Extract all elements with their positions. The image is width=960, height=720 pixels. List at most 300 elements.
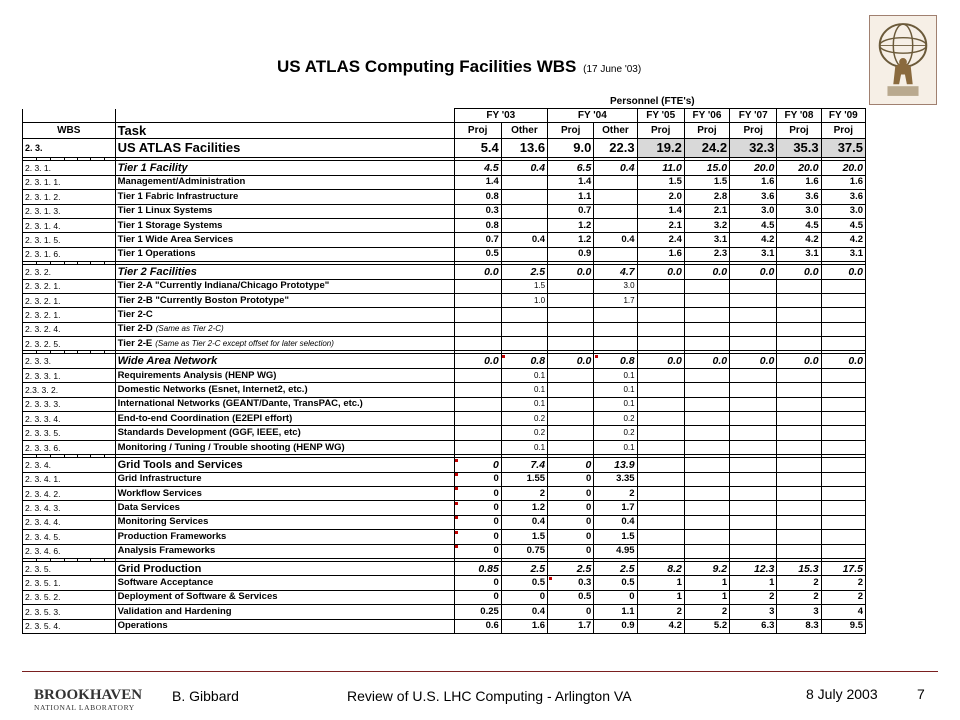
value-cell <box>777 501 821 515</box>
wbs-code: 2. 3. 1. 6. <box>23 247 116 261</box>
col-header: Other <box>594 123 637 139</box>
col-header: Proj <box>730 123 777 139</box>
value-cell <box>548 368 594 382</box>
value-cell <box>821 515 865 529</box>
value-cell: 0 <box>548 501 594 515</box>
value-cell <box>548 397 594 411</box>
value-cell: 15.0 <box>684 161 729 175</box>
comment-marker <box>455 531 458 534</box>
task-name <box>115 204 454 218</box>
task-name <box>115 561 454 575</box>
year-fy05: FY '05 <box>637 109 684 123</box>
value-cell: 0.1 <box>501 368 547 382</box>
value-cell: 0.5 <box>594 576 637 590</box>
value-cell: 2 <box>637 605 684 619</box>
task-name <box>115 605 454 619</box>
task-label: Analysis Frameworks <box>117 545 216 557</box>
footer-author: B. Gibbard <box>172 688 239 704</box>
value-cell: 1.2 <box>501 501 547 515</box>
task-name <box>115 322 454 336</box>
wbs-code: 2. 3. 2. 1. <box>23 293 116 307</box>
value-cell <box>501 337 547 351</box>
task-name <box>115 247 454 261</box>
value-cell: 2.5 <box>594 561 637 575</box>
value-cell <box>821 337 865 351</box>
value-cell: 3.2 <box>684 218 729 232</box>
wbs-code: 2. 3. 5. <box>23 561 116 575</box>
task-header: Task <box>115 123 454 139</box>
value-cell: 0.2 <box>501 412 547 426</box>
task-name <box>115 293 454 307</box>
year-header-row <box>23 109 866 123</box>
task-row <box>23 175 866 189</box>
value-cell <box>821 458 865 472</box>
title-date: (17 June '03) <box>583 64 642 75</box>
value-cell: 0 <box>454 590 501 604</box>
value-cell: 0 <box>454 530 501 544</box>
value-cell: 1.1 <box>548 190 594 204</box>
task-label: Tier 2-E <box>117 337 153 349</box>
comment-marker <box>502 355 505 358</box>
wbs-code: 2. 3. 5. 3. <box>23 605 116 619</box>
task-row <box>23 486 866 500</box>
year-fy07: FY '07 <box>730 109 777 123</box>
task-name <box>115 368 454 382</box>
task-name <box>115 501 454 515</box>
value-cell: 3 <box>777 605 821 619</box>
logo-sub: NATIONAL LABORATORY <box>34 703 135 712</box>
value-cell: 0.0 <box>637 265 684 279</box>
value-cell: 0.2 <box>594 426 637 440</box>
value-cell: 0.8 <box>501 354 547 368</box>
wbs-code: 2. 3. 2. 1. <box>23 308 116 322</box>
value-cell: 22.3 <box>594 139 637 158</box>
value-cell: 8.3 <box>777 619 821 633</box>
value-cell <box>637 383 684 397</box>
value-cell: 3.35 <box>594 472 637 486</box>
value-cell: 2 <box>730 590 777 604</box>
value-cell <box>777 458 821 472</box>
value-cell: 3.1 <box>684 233 729 247</box>
footer-rule <box>22 671 938 672</box>
value-cell: 0.4 <box>594 515 637 529</box>
value-cell <box>730 440 777 454</box>
task-label: Grid Tools and Services <box>117 458 243 471</box>
value-cell: 2.8 <box>684 190 729 204</box>
value-cell <box>594 337 637 351</box>
year-fy06: FY '06 <box>684 109 729 123</box>
task-name <box>115 440 454 454</box>
value-cell <box>777 544 821 558</box>
task-row <box>23 544 866 558</box>
section-row <box>23 354 866 368</box>
wbs-code: 2. 3. 2. <box>23 265 116 279</box>
task-row <box>23 576 866 590</box>
value-cell: 6.5 <box>548 161 594 175</box>
value-cell: 1.5 <box>501 279 547 293</box>
value-cell: 8.2 <box>637 561 684 575</box>
value-cell <box>454 368 501 382</box>
value-cell: 0.0 <box>454 354 501 368</box>
value-cell <box>777 530 821 544</box>
value-cell: 1.5 <box>684 175 729 189</box>
value-cell <box>777 397 821 411</box>
value-cell: 0.2 <box>501 426 547 440</box>
value-cell: 0 <box>454 544 501 558</box>
value-cell <box>777 308 821 322</box>
task-label: Validation and Hardening <box>117 605 232 617</box>
value-cell <box>684 293 729 307</box>
value-cell: 0.4 <box>501 161 547 175</box>
wbs-code: 2. 3. 2. 1. <box>23 279 116 293</box>
value-cell <box>501 322 547 336</box>
wbs-code: 2. 3. 4. 1. <box>23 472 116 486</box>
value-cell <box>594 190 637 204</box>
value-cell: 0 <box>594 590 637 604</box>
value-cell: 3.1 <box>821 247 865 261</box>
wbs-code: 2. 3. 5. 4. <box>23 619 116 633</box>
value-cell <box>821 397 865 411</box>
comment-marker <box>455 502 458 505</box>
value-cell <box>594 247 637 261</box>
task-row <box>23 397 866 411</box>
task-note: (Same as Tier 2-C except offset for later selection) <box>155 338 334 348</box>
value-cell: 1.6 <box>777 175 821 189</box>
value-cell: 0.8 <box>454 190 501 204</box>
value-cell <box>730 486 777 500</box>
value-cell: 2.5 <box>501 265 547 279</box>
value-cell: 2 <box>777 590 821 604</box>
value-cell: 1 <box>637 576 684 590</box>
value-cell <box>454 293 501 307</box>
value-cell <box>637 472 684 486</box>
year-fy03: FY '03 <box>454 109 548 123</box>
value-cell <box>684 279 729 293</box>
wbs-code: 2.3. 3. 2. <box>23 383 116 397</box>
task-label: Software Acceptance <box>117 577 214 589</box>
value-cell <box>730 412 777 426</box>
task-name <box>115 426 454 440</box>
value-cell: 32.3 <box>730 139 777 158</box>
task-row <box>23 530 866 544</box>
value-cell <box>821 426 865 440</box>
value-cell: 0 <box>548 530 594 544</box>
wbs-code: 2. 3. 5. 1. <box>23 576 116 590</box>
value-cell <box>777 368 821 382</box>
task-label: Tier 2 Facilities <box>117 265 197 278</box>
value-cell: 1.4 <box>548 175 594 189</box>
value-cell: 13.9 <box>594 458 637 472</box>
wbs-code: 2. 3. 4. 3. <box>23 501 116 515</box>
task-label: Requirements Analysis (HENP WG) <box>117 369 277 381</box>
wbs-code: 2. 3. 4. 2. <box>23 486 116 500</box>
value-cell: 1.6 <box>637 247 684 261</box>
wbs-code: 2. 3. 1. 1. <box>23 175 116 189</box>
task-label: Monitoring / Tuning / Trouble shooting (HENP WG) <box>117 441 345 453</box>
value-cell <box>594 204 637 218</box>
task-row <box>23 293 866 307</box>
value-cell: 0.4 <box>594 161 637 175</box>
value-cell: 5.2 <box>684 619 729 633</box>
value-cell: 3.0 <box>821 204 865 218</box>
value-cell <box>637 486 684 500</box>
value-cell <box>684 515 729 529</box>
value-cell: 0 <box>548 515 594 529</box>
value-cell <box>501 308 547 322</box>
value-cell: 0.0 <box>548 265 594 279</box>
task-row <box>23 279 866 293</box>
value-cell: 3.0 <box>777 204 821 218</box>
value-cell <box>548 308 594 322</box>
value-cell: 2.1 <box>637 218 684 232</box>
value-cell <box>594 218 637 232</box>
value-cell: 0.0 <box>684 265 729 279</box>
personnel-label: Personnel (FTE's) <box>610 96 695 107</box>
task-row <box>23 247 866 261</box>
wbs-code: 2. 3. 3. 1. <box>23 368 116 382</box>
value-cell <box>637 440 684 454</box>
value-cell: 1.5 <box>501 530 547 544</box>
value-cell <box>548 279 594 293</box>
wbs-code: 2. 3. 1. 4. <box>23 218 116 232</box>
task-label: Tier 1 Storage Systems <box>117 219 223 231</box>
value-cell <box>777 486 821 500</box>
value-cell <box>501 218 547 232</box>
value-cell <box>637 397 684 411</box>
value-cell <box>594 322 637 336</box>
value-cell <box>730 530 777 544</box>
value-cell <box>730 544 777 558</box>
value-cell <box>730 322 777 336</box>
task-label: Domestic Networks (Esnet, Internet2, etc.) <box>117 383 308 395</box>
value-cell <box>821 322 865 336</box>
value-cell <box>730 368 777 382</box>
value-cell: 2.5 <box>548 561 594 575</box>
value-cell: 2.0 <box>637 190 684 204</box>
task-row <box>23 308 866 322</box>
value-cell <box>684 426 729 440</box>
value-cell: 0.1 <box>594 383 637 397</box>
task-label: Tier 1 Operations <box>117 248 196 260</box>
value-cell <box>548 322 594 336</box>
task-row <box>23 190 866 204</box>
value-cell <box>821 530 865 544</box>
value-cell: 9.2 <box>684 561 729 575</box>
wbs-code: 2. 3. 4. 5. <box>23 530 116 544</box>
value-cell <box>730 472 777 486</box>
value-cell <box>501 204 547 218</box>
value-cell: 0.25 <box>454 605 501 619</box>
value-cell: 1 <box>730 576 777 590</box>
comment-marker <box>455 473 458 476</box>
task-name <box>115 190 454 204</box>
value-cell: 0.8 <box>454 218 501 232</box>
col-header: Other <box>501 123 547 139</box>
value-cell: 0.75 <box>501 544 547 558</box>
value-cell <box>777 472 821 486</box>
value-cell: 24.2 <box>684 139 729 158</box>
value-cell <box>777 440 821 454</box>
value-cell <box>730 383 777 397</box>
section-row <box>23 561 866 575</box>
value-cell: 0.9 <box>594 619 637 633</box>
value-cell: 1.1 <box>594 605 637 619</box>
value-cell: 11.0 <box>637 161 684 175</box>
value-cell: 2.1 <box>684 204 729 218</box>
value-cell <box>501 247 547 261</box>
task-name <box>115 265 454 279</box>
value-cell <box>637 412 684 426</box>
value-cell: 0 <box>548 458 594 472</box>
value-cell: 1.0 <box>501 293 547 307</box>
wbs-code: 2. 3. 2. 5. <box>23 337 116 351</box>
value-cell: 4.5 <box>730 218 777 232</box>
value-cell: 0 <box>454 515 501 529</box>
value-cell <box>730 501 777 515</box>
wbs-code: 2. 3. 3. 4. <box>23 412 116 426</box>
task-name <box>115 233 454 247</box>
wbs-code: 2. 3. 3. <box>23 354 116 368</box>
value-cell <box>821 368 865 382</box>
value-cell <box>684 337 729 351</box>
value-cell: 3.1 <box>730 247 777 261</box>
atlas-logo <box>869 15 937 105</box>
value-cell: 0 <box>548 486 594 500</box>
value-cell: 0.85 <box>454 561 501 575</box>
comment-marker <box>455 545 458 548</box>
task-row <box>23 218 866 232</box>
task-label: Standards Development (GGF, IEEE, etc) <box>117 427 301 439</box>
value-cell: 4.7 <box>594 265 637 279</box>
wbs-code: 2. 3. 3. 3. <box>23 397 116 411</box>
task-label: Wide Area Network <box>117 355 218 368</box>
logo-main: BROOKHAVEN <box>34 687 143 703</box>
task-label: International Networks (GEANT/Dante, TransPAC, etc.) <box>117 398 363 410</box>
task-name <box>115 619 454 633</box>
value-cell <box>777 293 821 307</box>
task-label: Operations <box>117 620 168 632</box>
value-cell: 1.2 <box>548 218 594 232</box>
task-name <box>115 354 454 368</box>
wbs-code: 2. 3. 1. <box>23 161 116 175</box>
task-name <box>115 412 454 426</box>
task-name <box>115 161 454 175</box>
value-cell: 0.0 <box>454 265 501 279</box>
value-cell: 1.6 <box>730 175 777 189</box>
value-cell: 0.1 <box>501 383 547 397</box>
value-cell: 1.6 <box>501 619 547 633</box>
value-cell <box>730 337 777 351</box>
wbs-code: 2. 3. 5. 2. <box>23 590 116 604</box>
task-label: Tier 1 Fabric Infrastructure <box>117 190 239 202</box>
value-cell: 2.3 <box>684 247 729 261</box>
value-cell: 0.3 <box>548 576 594 590</box>
task-name <box>115 544 454 558</box>
value-cell <box>684 486 729 500</box>
wbs-code: 2. 3. 3. 5. <box>23 426 116 440</box>
task-label: Tier 1 Linux Systems <box>117 205 213 217</box>
value-cell <box>548 412 594 426</box>
value-cell <box>637 293 684 307</box>
task-name <box>115 576 454 590</box>
col-header: Proj <box>637 123 684 139</box>
value-cell: 2.4 <box>637 233 684 247</box>
task-name <box>115 397 454 411</box>
value-cell <box>684 458 729 472</box>
value-cell <box>637 515 684 529</box>
task-name <box>115 308 454 322</box>
value-cell: 0 <box>501 590 547 604</box>
value-cell: 4.2 <box>777 233 821 247</box>
value-cell: 2 <box>684 605 729 619</box>
value-cell: 3.0 <box>594 279 637 293</box>
wbs-table <box>22 108 866 634</box>
value-cell: 1.4 <box>637 204 684 218</box>
value-cell <box>777 337 821 351</box>
value-cell: 0.0 <box>777 354 821 368</box>
value-cell: 1.7 <box>594 501 637 515</box>
value-cell <box>548 426 594 440</box>
task-name <box>115 458 454 472</box>
value-cell: 20.0 <box>730 161 777 175</box>
value-cell: 4 <box>821 605 865 619</box>
value-cell <box>548 440 594 454</box>
value-cell: 0.0 <box>548 354 594 368</box>
task-row <box>23 590 866 604</box>
task-label: Tier 1 Wide Area Services <box>117 234 234 246</box>
value-cell <box>501 175 547 189</box>
value-cell: 1.5 <box>594 530 637 544</box>
value-cell: 0.1 <box>501 440 547 454</box>
value-cell: 3.1 <box>777 247 821 261</box>
value-cell <box>594 308 637 322</box>
value-cell: 1.2 <box>548 233 594 247</box>
value-cell: 2 <box>821 576 865 590</box>
value-cell: 0.1 <box>594 368 637 382</box>
value-cell <box>454 397 501 411</box>
value-cell: 1 <box>684 576 729 590</box>
value-cell: 0.7 <box>454 233 501 247</box>
value-cell: 2 <box>777 576 821 590</box>
value-cell: 4.2 <box>821 233 865 247</box>
task-row <box>23 383 866 397</box>
value-cell <box>501 190 547 204</box>
wbs-code: 2. 3. <box>23 139 116 158</box>
value-cell <box>821 293 865 307</box>
value-cell: 0 <box>454 472 501 486</box>
task-row <box>23 412 866 426</box>
value-cell: 4.2 <box>637 619 684 633</box>
value-cell: 9.0 <box>548 139 594 158</box>
value-cell <box>821 486 865 500</box>
task-name <box>115 590 454 604</box>
task-name <box>115 279 454 293</box>
comment-marker <box>549 577 552 580</box>
value-cell: 0.0 <box>777 265 821 279</box>
value-cell <box>637 530 684 544</box>
comment-marker <box>455 516 458 519</box>
value-cell: 13.6 <box>501 139 547 158</box>
year-fy09: FY '09 <box>821 109 865 123</box>
atlas-statue-icon <box>870 16 936 104</box>
value-cell <box>777 412 821 426</box>
value-cell: 4.5 <box>821 218 865 232</box>
value-cell: 1.6 <box>821 175 865 189</box>
value-cell: 20.0 <box>777 161 821 175</box>
task-row <box>23 605 866 619</box>
value-cell: 0 <box>454 576 501 590</box>
value-cell: 37.5 <box>821 139 865 158</box>
